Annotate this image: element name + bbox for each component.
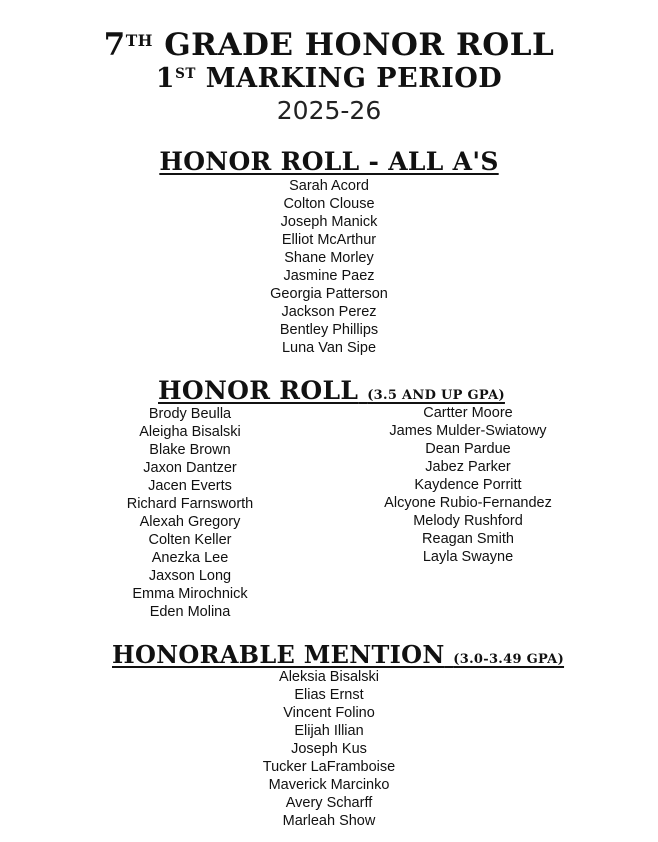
heading-honor-roll-all-as-text: HONOR ROLL - ALL A'S: [159, 147, 499, 176]
student-name: Tucker LaFramboise: [262, 759, 396, 775]
school-year: 2025-26: [276, 96, 382, 125]
student-name: Melody Rushford: [413, 513, 523, 529]
student-name: Colton Clouse: [283, 196, 375, 212]
student-name: Emma Mirochnick: [132, 586, 248, 602]
student-name: Jaxson Long: [148, 568, 232, 584]
honor-roll-right-column: [338, 404, 598, 566]
student-name: Blake Brown: [149, 442, 231, 458]
student-name: Jacen Everts: [148, 478, 232, 494]
student-name: Anezka Lee: [151, 550, 229, 566]
student-name: Cartter Moore: [423, 405, 513, 421]
student-name: Jasmine Paez: [283, 268, 375, 284]
student-name: Georgia Patterson: [270, 286, 388, 302]
student-name: Aleigha Bisalski: [139, 424, 241, 440]
student-name: Dean Pardue: [425, 441, 511, 457]
student-name: Elliot McArthur: [281, 232, 377, 248]
title-grade-number: 7: [103, 27, 126, 63]
student-name: Maverick Marcinko: [268, 777, 390, 793]
student-name: Jaxon Dantzer: [143, 460, 237, 476]
student-name: Joseph Manick: [280, 214, 378, 230]
student-name: Alcyone Rubio-Fernandez: [384, 495, 552, 511]
student-name: Alexah Gregory: [139, 514, 241, 530]
heading-honor-roll-35-text: HONOR ROLL: [158, 376, 359, 405]
student-name: Marleah Show: [282, 813, 376, 829]
heading-honorable-mention-note: (3.0-3.49 GPA): [453, 652, 565, 667]
subtitle-period-number: 1: [155, 63, 176, 94]
student-name: Shane Morley: [284, 250, 374, 266]
student-name: Elijah Illian: [294, 723, 364, 739]
heading-honorable-mention: [112, 640, 564, 669]
heading-honor-roll-35-note: (3.5 AND UP GPA): [367, 388, 505, 403]
student-name: Richard Farnsworth: [126, 496, 254, 512]
student-name: Reagan Smith: [422, 531, 514, 547]
student-name: Bentley Phillips: [279, 322, 379, 338]
student-name: James Mulder-Swiatowy: [389, 423, 547, 439]
student-name: Avery Scharff: [285, 795, 373, 811]
student-name: Jabez Parker: [425, 459, 511, 475]
student-name: Brody Beulla: [148, 406, 232, 422]
student-name: Elias Ernst: [294, 687, 364, 703]
title-grade-suffix: TH: [125, 31, 153, 50]
page-title: [0, 27, 658, 63]
honorable-mention-name-list: [0, 668, 658, 830]
student-name: Joseph Kus: [291, 741, 367, 757]
title-grade-text: GRADE HONOR ROLL: [164, 27, 555, 63]
heading-honor-roll-all-as: [0, 147, 658, 176]
student-name: Luna Van Sipe: [281, 340, 377, 356]
heading-honorable-mention-text: HONORABLE MENTION: [112, 640, 445, 669]
student-name: Kaydence Porritt: [414, 477, 522, 493]
student-name: Aleksia Bisalski: [279, 669, 379, 685]
page-header: [0, 27, 658, 125]
subtitle-period-text: MARKING PERIOD: [205, 63, 503, 94]
heading-honor-roll-35: [158, 376, 505, 405]
page-subtitle: [0, 65, 658, 92]
subtitle-period-suffix: ST: [175, 66, 196, 82]
student-name: Eden Molina: [149, 604, 231, 620]
student-name: Colten Keller: [148, 532, 232, 548]
student-name: Vincent Folino: [283, 705, 375, 721]
all-as-name-list: [0, 177, 658, 357]
student-name: Sarah Acord: [289, 178, 369, 194]
student-name: Layla Swayne: [422, 549, 514, 565]
student-name: Jackson Perez: [281, 304, 377, 320]
honor-roll-left-column: [60, 405, 320, 621]
